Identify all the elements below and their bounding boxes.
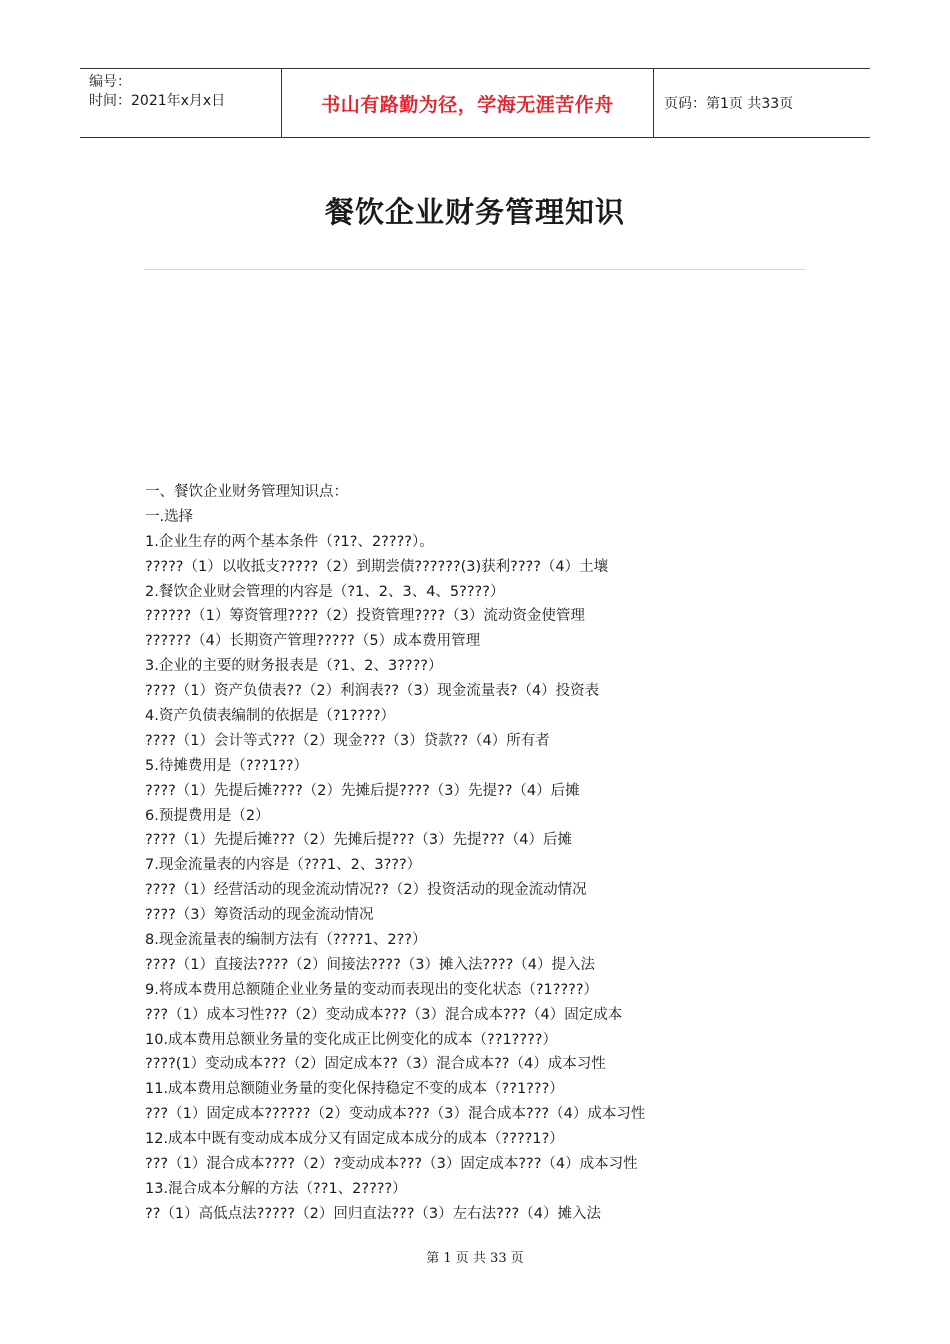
options-line: ??????（4）长期资产管理?????（5）成本费用管理 xyxy=(145,633,481,650)
options-line: ???（1）固定成本??????（2）变动成本???（3）混合成本???（4）成本习性 xyxy=(145,1106,646,1123)
question-line: 7.现金流量表的内容是（???1、2、3???） xyxy=(145,857,422,874)
question-line: 4.资产负债表编制的依据是（?1????） xyxy=(145,708,396,725)
page-info: 页码：第1页 共33页 xyxy=(664,96,794,112)
options-line: ??????（1）筹资管理????（2）投资管理????（3）流动资金使管理 xyxy=(145,608,585,625)
document-body xyxy=(145,480,845,1227)
question-line: 12.成本中既有变动成本成分又有固定成本成分的成本（????1?） xyxy=(145,1131,564,1148)
options-line: ????(1）变动成本???（2）固定成本??（3）混合成本??（4）成本习性 xyxy=(145,1056,606,1073)
options-line: ?????（1）以收抵支?????（2）到期尝债??????(3)获利????（4）土壤 xyxy=(145,558,609,575)
question-line: 13.混合成本分解的方法（??1、2????） xyxy=(145,1180,407,1197)
options-line: ????（3）筹资活动的现金流动情况 xyxy=(145,907,374,924)
options-line: ????（1）先提后摊???（2）先摊后提???（3）先提???（4）后摊 xyxy=(145,832,572,849)
options-line: ????（1）先提后摊????（2）先摊后提????（3）先提??（4）后摊 xyxy=(145,782,580,799)
serial-label: 编号： xyxy=(89,74,131,90)
options-line: ??（1）高低点法?????（2）回归直法???（3）左右法???（4）摊入法 xyxy=(145,1205,601,1222)
options-line: ????（1）资产负债表??（2）利润表??（3）现金流量表?（4）投资表 xyxy=(145,683,600,700)
options-line: ???（1）成本习性???（2）变动成本???（3）混合成本???（4）固定成本 xyxy=(145,1006,623,1023)
time-label: 时间：2021年x月x日 xyxy=(89,93,226,109)
options-line: ????（1）会计等式???（2）现金???（3）贷款??（4）所有者 xyxy=(145,732,550,749)
options-line: ????（1）经营活动的现金流动情况??（2）投资活动的现金流动情况 xyxy=(145,882,587,899)
question-line: 3.企业的主要的财务报表是（?1、2、3????） xyxy=(145,658,443,675)
question-line: 2.餐饮企业财会管理的内容是（?1、2、3、4、5????） xyxy=(145,583,505,600)
question-line: 9.将成本费用总额随企业业务量的变动而表现出的变化状态（?1????） xyxy=(145,981,599,998)
page-footer: 第 1 页 共 33 页 xyxy=(426,1251,524,1266)
question-line: 6.预提费用是（2） xyxy=(145,807,270,824)
options-line: ???（1）混合成本????（2）?变动成本???（3）固定成本???（4）成本习性 xyxy=(145,1156,638,1173)
question-line: 10.成本费用总额业务量的变化成正比例变化的成本（??1????） xyxy=(145,1031,557,1048)
subsection-heading: 一.选择 xyxy=(145,508,194,525)
header-meta-cell xyxy=(80,69,282,137)
question-line: 11.成本费用总额随业务量的变化保持稳定不变的成本（??1???） xyxy=(145,1081,564,1098)
question-line: 1.企业生存的两个基本条件（?1?、2????）。 xyxy=(145,533,434,550)
document-title: 餐饮企业财务管理知识 xyxy=(324,195,625,229)
header-motto-cell xyxy=(282,69,654,137)
header-table xyxy=(80,68,870,138)
question-line: 8.现金流量表的编制方法有（????1、2??） xyxy=(145,932,427,949)
options-line: ????（1）直接法????（2）间接法????（3）摊入法????（4）提入法 xyxy=(145,956,596,973)
header-page-cell xyxy=(654,69,870,137)
section-heading: 一、餐饮企业财务管理知识点： xyxy=(145,484,348,500)
motto-text: 书山有路勤为径，学海无涯苦作舟 xyxy=(321,93,614,116)
question-line: 5.待摊费用是（???1??） xyxy=(145,757,309,774)
title-divider xyxy=(144,269,806,270)
